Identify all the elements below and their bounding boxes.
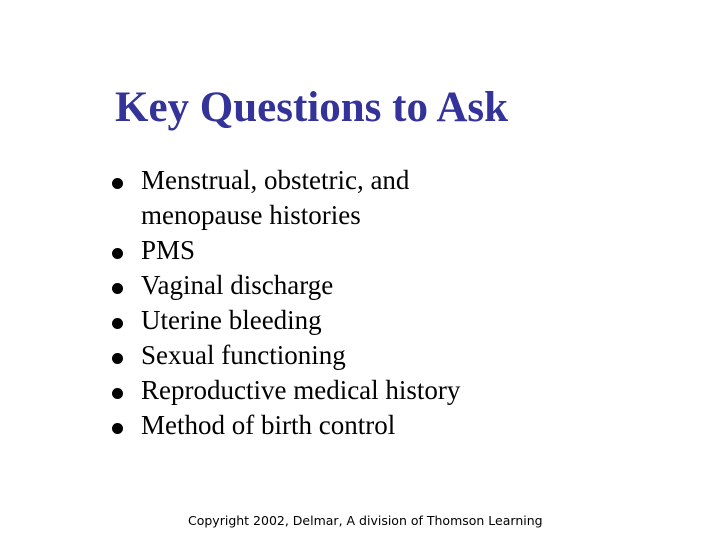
bullet-list — [112, 163, 672, 443]
bullet-item-birth-control — [112, 408, 672, 443]
bullet-item-menstrual-histories — [112, 163, 672, 233]
bullet-text: Uterine bleeding — [141, 305, 322, 335]
bullet-text: Sexual functioning — [141, 340, 346, 370]
bullet-text: Reproductive medical history — [141, 375, 461, 405]
bullet-icon — [112, 283, 123, 294]
bullet-icon — [112, 248, 123, 259]
copyright-footer: Copyright 2002, Delmar, A division of Thomson Learning — [188, 513, 543, 528]
bullet-item-pms — [112, 233, 672, 268]
bullet-item-uterine-bleeding — [112, 303, 672, 338]
bullet-icon — [112, 318, 123, 329]
bullet-icon — [112, 353, 123, 364]
bullet-icon — [112, 423, 123, 434]
bullet-item-vaginal-discharge — [112, 268, 672, 303]
bullet-item-reproductive-history — [112, 373, 672, 408]
bullet-icon — [112, 388, 123, 399]
bullet-item-sexual-functioning — [112, 338, 672, 373]
bullet-icon — [112, 178, 123, 189]
slide-title: Key Questions to Ask — [115, 84, 509, 131]
bullet-text: PMS — [141, 235, 196, 265]
bullet-text: Menstrual, obstetric, and menopause histories — [141, 165, 410, 230]
bullet-text: Vaginal discharge — [141, 270, 334, 300]
bullet-text: Method of birth control — [141, 410, 396, 440]
